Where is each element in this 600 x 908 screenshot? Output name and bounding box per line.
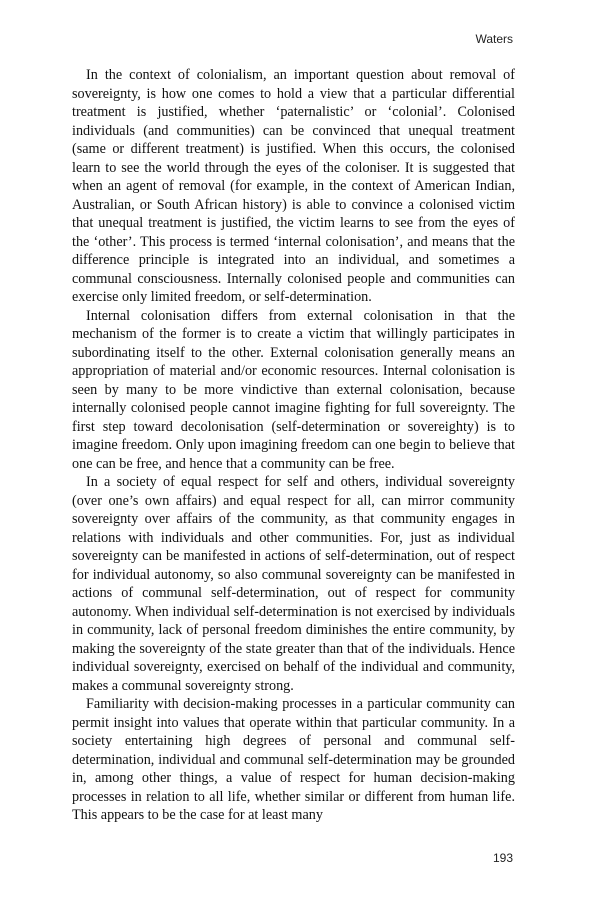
body-text bbox=[72, 66, 515, 825]
running-head: Waters bbox=[475, 32, 513, 46]
page-number: 193 bbox=[492, 851, 513, 865]
paragraph-3: In a society of equal respect for self and others, individual sovereignty (over one’s own affairs) and equal respect for all, can mirror community sovereignty over affairs of the community, as that community engages in relations with individuals and other communities. For, just as individual sovereignty can be manifested in actions of self-determination, out of respect for individual autonomy, so also communal sovereignty can be manifested in actions of communal self-determination, out of respect for community autonomy. When individual self-determination is not exercised by individuals in community, lack of personal freedom diminishes the entire community, by making the sovereignty of the state greater than that of the individuals. Hence individual sovereignty, exercised on behalf of the individual and community, makes a communal sovereignty strong. bbox=[72, 474, 515, 694]
paragraph-1: In the context of colonialism, an important question about removal of sovereignty, is how one comes to hold a view that a particular differential treatment is justified, whether ‘paternalistic’ or ‘colonial’. Colonised individuals (and communities) can be convinced that unequal treatment (same or different treatment) is justified. When this occurs, the colonised learn to see the world through the eyes of the coloniser. It is suggested that when an agent of removal (for example, in the context of American Indian, Australian, or South African history) is able to convince a colonised victim that unequal treatment is justified, the victim learns to see from the eyes of the ‘other’. This process is termed ‘internal colonisation’, and means that the difference principle is integrated into an individual, and sometimes a communal consciousness. Internally colonised people and communities can exercise only limited freedom, or self-determination. bbox=[72, 67, 515, 305]
paragraph-2: Internal colonisation differs from external colonisation in that the mechanism of the former is to create a victim that willingly participates in subordinating itself to the other. External colonisation generally means an appropriation of material and/or economic resources. Internal colonisation is seen by many to be more vindictive than external colonisation, because internally colonised people cannot imagine fighting for full sovereignty. The first step toward decolonisation (self-determination or sovereighty) is to imagine freedom. Only upon imagining freedom can one begin to believe that one can be free, and hence that a community can be free. bbox=[72, 307, 515, 472]
paragraph-4: Familiarity with decision-making processes in a particular community can permit insight into values that operate within that particular community. In a society entertaining high degrees of personal and communal self-determination, individual and communal self-determination may be grounded in, among other things, a value of respect for human decision-making processes in relation to all life, whether similar or different from human life. This appears to be the case for at least many bbox=[72, 696, 515, 823]
